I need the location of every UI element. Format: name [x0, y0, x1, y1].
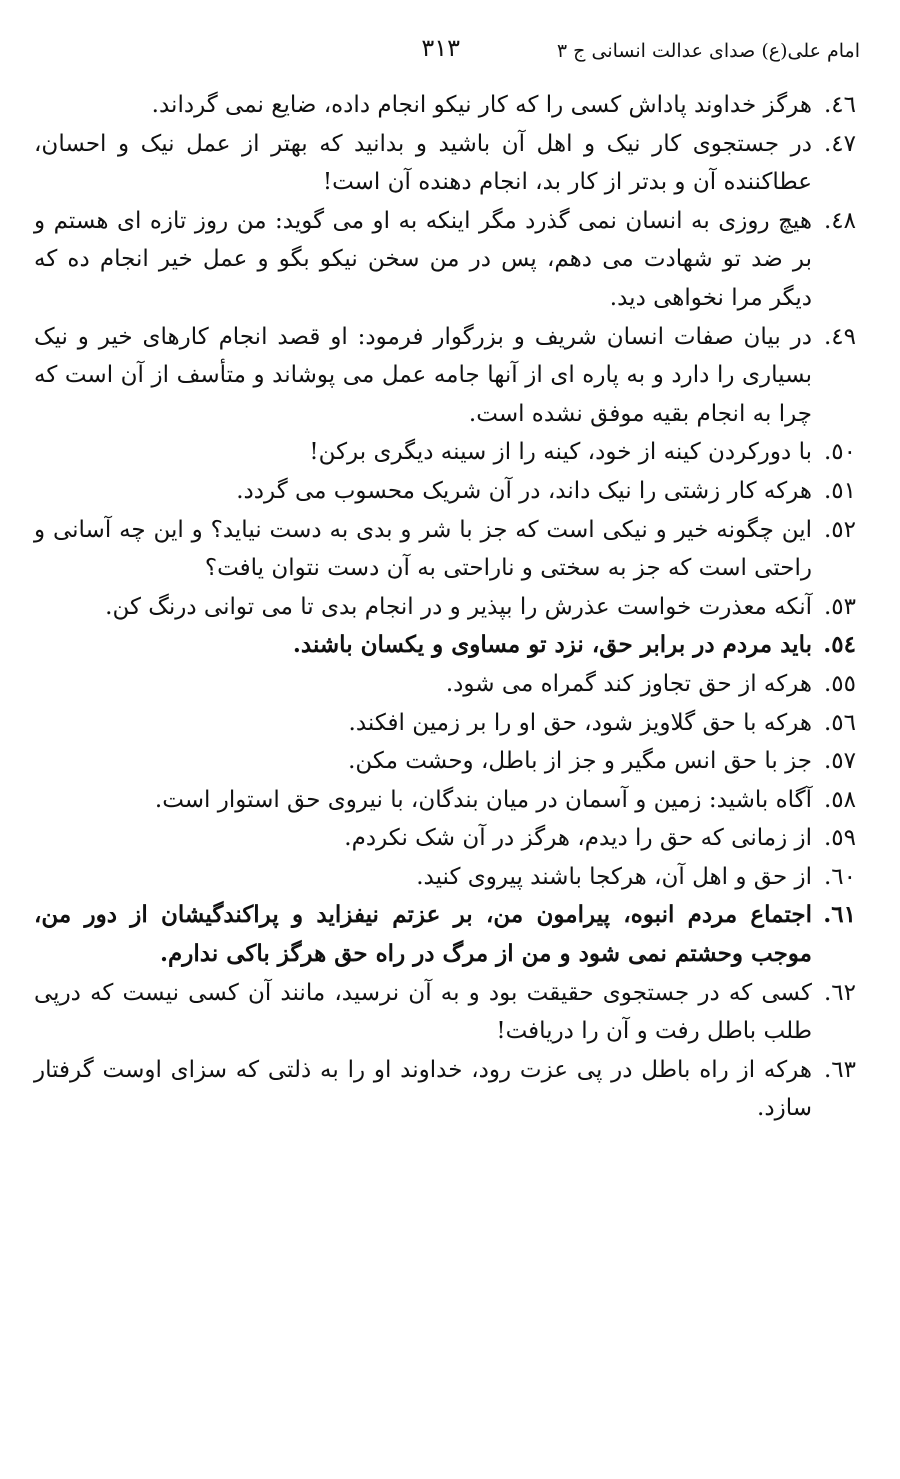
saying-text: با دورکردن کینه از خود، کینه را از سینه دیگری برکن! — [309, 439, 812, 466]
page-header — [40, 30, 860, 70]
saying-number: ٥٣. — [823, 593, 856, 620]
saying-item — [34, 511, 856, 588]
saying-item — [34, 858, 856, 897]
saying-item — [34, 665, 856, 704]
book-title: امام علی(ع) صدای عدالت انسانی ج ۳ — [556, 40, 860, 62]
saying-text: باید مردم در برابر حق، نزد تو مساوی و یکسان باشند. — [292, 631, 812, 659]
saying-number: ٥٢. — [823, 516, 856, 543]
saying-number: ٦١. — [823, 901, 856, 929]
saying-number: ٥٩. — [823, 825, 856, 852]
saying-item — [34, 704, 856, 743]
saying-text: اجتماع مردم انبوه، پیرامون من، بر عزتم نیفزاید و پراکندگیشان از دور من، موجب وحشتم نمی شود و من از مرگ در راه حق هرگز باکی ندارم. — [34, 901, 812, 968]
saying-item — [34, 819, 856, 858]
saying-number: ٥١. — [823, 477, 856, 504]
saying-item — [34, 896, 856, 973]
saying-item — [34, 202, 856, 318]
saying-number: ٦٢. — [823, 979, 856, 1006]
saying-number: ٦٠. — [823, 863, 856, 890]
saying-text: از زمانی که حق را دیدم، هرگز در آن شک نکردم. — [344, 825, 812, 852]
saying-text: هیچ روزی به انسان نمی گذرد مگر اینکه به او می گوید: من روز تازه ای هستم و بر ضد تو شهادت می دهم، پس در من سخن نیکو بگو و عمل خیر انجام ده که دیگر مرا نخواهی دید. — [34, 207, 812, 311]
saying-number: ٥٥. — [823, 670, 856, 697]
saying-item — [34, 974, 856, 1051]
saying-number: ٤٦. — [823, 92, 856, 118]
saying-item — [34, 433, 856, 472]
saying-text: از حق و اهل آن، هرکجا باشند پیروی کنید. — [416, 863, 812, 890]
saying-text: هرکه کار زشتی را نیک داند، در آن شریک محسوب می گردد. — [236, 477, 812, 504]
saying-item — [34, 742, 856, 781]
page-number: ۳۱۳ — [421, 34, 460, 62]
saying-number: ٥٠. — [823, 439, 856, 466]
saying-text: آنکه معذرت خواست عذرش را بپذیر و در انجام بدی تا می توانی درنگ کن. — [105, 593, 812, 620]
saying-text: کسی که در جستجوی حقیقت بود و به آن نرسید، مانند آن کسی نیست که درپی طلب باطل رفت و آن را دریافت! — [34, 979, 812, 1045]
saying-item — [34, 472, 856, 511]
saying-item — [34, 588, 856, 627]
saying-number: ٥٤. — [823, 631, 856, 659]
saying-item — [34, 125, 856, 202]
saying-number: ٦٣. — [823, 1056, 856, 1083]
saying-text: هرگز خداوند پاداش کسی را که کار نیکو انجام داده، ضایع نمی گرداند. — [151, 92, 812, 118]
saying-text: این چگونه خیر و نیکی است که جز با شر و بدی به دست نیاید؟ و این چه آسانی و راحتی است که جز به سختی و ناراحتی به آن دست نتوان یافت؟ — [34, 516, 812, 582]
saying-item — [34, 86, 856, 125]
saying-item — [34, 318, 856, 434]
sayings-list — [34, 86, 856, 1128]
saying-text: آگاه باشید: زمین و آسمان در میان بندگان، با نیروی حق استوار است. — [154, 786, 812, 813]
saying-number: ٤٨. — [823, 207, 856, 234]
saying-number: ٥٧. — [823, 748, 856, 775]
saying-number: ٥٨. — [823, 786, 856, 813]
saying-text: هرکه از حق تجاوز کند گمراه می شود. — [445, 670, 812, 697]
saying-text: در بیان صفات انسان شریف و بزرگوار فرمود: او قصد انجام کارهای خیر و نیک بسیاری را دارد و به پاره ای از آنها جامه عمل می پوشاند و متأسف از آن است که چرا به انجام بقیه موفق نشده است. — [34, 323, 812, 427]
saying-text: در جستجوی کار نیک و اهل آن باشید و بدانید که بهتر از عمل نیک و احسان، عطاکننده آن و بدتر از کار بد، انجام دهنده آن است! — [34, 130, 812, 196]
saying-number: ٤٧. — [823, 130, 856, 157]
saying-item — [34, 626, 856, 665]
saying-text: هرکه با حق گلاویز شود، حق او را بر زمین افکند. — [348, 709, 812, 736]
saying-number: ٥٦. — [823, 709, 856, 736]
saying-text: هرکه از راه باطل در پی عزت رود، خداوند او را به ذلتی که سزای اوست گرفتار سازد. — [34, 1056, 812, 1122]
saying-number: ٤٩. — [823, 323, 856, 350]
saying-item — [34, 781, 856, 820]
saying-item — [34, 1051, 856, 1128]
saying-text: جز با حق انس مگیر و جز از باطل، وحشت مکن. — [348, 748, 812, 775]
